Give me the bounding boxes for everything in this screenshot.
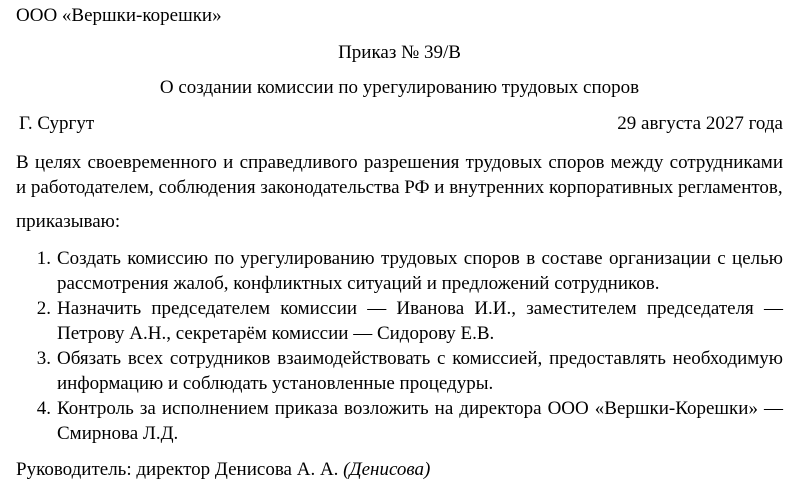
- handwritten-signature: (Денисова): [343, 459, 431, 480]
- item-number: 3.: [36, 348, 51, 369]
- order-item: [16, 346, 783, 396]
- organization-name: ООО «Вершки-корешки»: [16, 5, 222, 26]
- signature-line: [16, 458, 783, 482]
- place-date-row: [16, 112, 783, 138]
- order-items-list: [16, 246, 783, 446]
- item-text: Назначить председателем комиссии — Иванова И.И., заместителем председателя — Петрову А.Н., секретарём комиссии — Сидорову Е.В.: [57, 298, 783, 344]
- city: Г. Сургут: [19, 113, 95, 134]
- item-number: 2.: [36, 298, 51, 319]
- item-number: 4.: [36, 398, 51, 419]
- intro-paragraph: В целях своевременного и справедливого разрешения трудовых споров между сотрудниками и работодателем, соблюдения законодательства РФ и внутренних корпоративных регламентов,: [16, 152, 783, 198]
- signature-label: Руководитель: директор Денисова А. А.: [16, 459, 339, 480]
- order-word: приказываю:: [16, 211, 121, 232]
- order-title: Приказ № 39/В: [338, 42, 461, 63]
- order-item: [16, 246, 783, 296]
- order-item: [16, 296, 783, 346]
- item-text: Создать комиссию по урегулированию трудовых споров в составе организации с целью рассмотрения жалоб, конфликтных ситуаций и предложений сотрудников.: [57, 248, 783, 294]
- order-date: 29 августа 2027 года: [617, 113, 783, 134]
- order-item: [16, 396, 783, 446]
- item-number: 1.: [36, 248, 51, 269]
- item-text: Обязать всех сотрудников взаимодействовать с комиссией, предоставлять необходимую информацию и соблюдать установленные процедуры.: [57, 348, 783, 394]
- order-subject: О создании комиссии по урегулированию трудовых споров: [159, 77, 640, 98]
- order-document: [16, 4, 783, 482]
- item-text: Контроль за исполнением приказа возложить на директора ООО «Вершки-Корешки» — Смирнова Л.Д.: [57, 398, 783, 444]
